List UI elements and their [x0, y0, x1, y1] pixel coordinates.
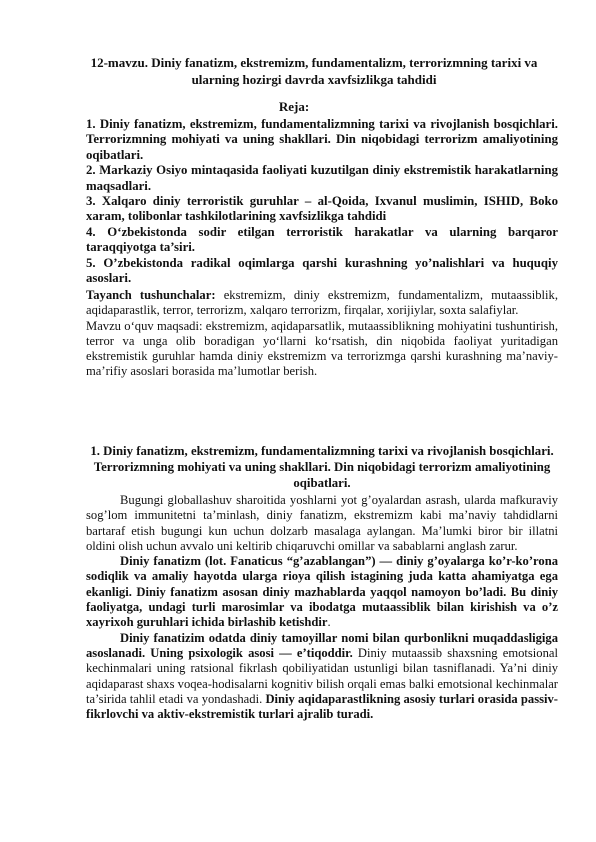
- key-concepts-label: Tayanch tushunchalar:: [86, 288, 216, 302]
- paragraph-3-normal: Diniy mutaassib shaxsning emotsional kechinmalari uning ratsional fikrlash qobiliyatidan ustunligi bilan tasniflanadi. Ya’ni diniy aqidaparast shaxs voqea-hodisalarni kognitiv bilish orqali emas balki emotsional kechinmalar ta’sirida tahlil etadi va yondashadi.: [86, 645, 558, 706]
- plan-item-2: 2. Markaziy Osiyo mintaqasida faoliyati kuzutilgan diniy ekstremistik harakatlarning maqsadlari.: [86, 163, 558, 193]
- plan-item-3: 3. Xalqaro diniy terroristik guruhlar – al-Qoida, Ixvanul muslimin, ISHID, Boko xaram, tolibonlar tashkilotlarining xavfsizlikga tahdidi: [86, 194, 558, 224]
- plan-list: [86, 117, 558, 286]
- plan-heading: Reja:: [278, 99, 310, 114]
- lesson-goal: Mavzu o‘quv maqsadi: ekstremizm, aqidaparsatlik, mutaassiblikning mohiyatini tushuntirish, terror va unga olib boradigan yo‘llarni ko‘rsatish, din niqobida faoliyat yuritadigan ekstremistik guruhlar hamda diniy ekstremizm va terrorizmga qarshi kurashning ma’naviy-ma’rifiy asoslari borasida ma’lumotlar berish.: [86, 318, 558, 379]
- paragraph-2: [86, 554, 558, 630]
- paragraph-2-end: .: [327, 615, 331, 630]
- paragraph-1: Bugungi globallashuv sharoitida yoshlarni yot g’oyalardan asrash, ularda mafkuraviy sog’lom immunitetni ta’minlash, diniy fanatizm, ekstremizm kabi ma’naviy tahdidlarni bartaraf etish bugungi kun uchun dolzarb masalaga aylangan. Ma’lumki biror bir illatni oldini olish uchun avvalo uni keltirib chiqaruvchi omillar va sabablarni anglash zarur.: [86, 493, 558, 553]
- plan-item-4: 4. O‘zbekistonda sodir etilgan terroristik harakatlar va ularning barqaror taraqqiyotga ta’siri.: [86, 224, 558, 255]
- key-concepts: [86, 288, 558, 319]
- key-concepts-text: ekstremizm, diniy ekstremizm, fundamentalizm, mutaassiblik, aqidaparastlik, terror, terrorizm, xalqaro terrorizm, firqalar, xorijiylar, soxta salafiylar.: [86, 288, 558, 318]
- paragraph-3: [86, 631, 558, 723]
- paragraph-3-bold: Diniy fanatizim odatda diniy tamoyillar nomi bilan qurbonlikni muqaddasligiga asoslanadi. Uning psixologik asosi — e’tiqoddir.: [86, 630, 558, 660]
- paragraph-3-bold-end: Diniy aqidaparastlikning asosiy turlari orasida passiv-fikrlovchi va aktiv-ekstremistik turlari ajralib turadi.: [86, 691, 558, 722]
- paragraph-2-text: Diniy fanatizm (lot. Fanaticus “g’azablangan”) — diniy g’oyalarga ko’r-ko’rona sodiqlik va amaliy hayotda ularga rioya qilish istagining juda katta ahamiyatga ega ekanligi. Diniy fanatizm asosan diniy mazhablarda yaqqol namoyon bo’ladi. Bu diniy faoliyatga, undagi turli marosimlar va ibodatga mutaassiblik bilan kirishish va o’z xayrixoh guruhlari ichida birlashib ketishdir: [86, 554, 558, 630]
- section-1-heading: 1. Diniy fanatizm, ekstremizm, fundamentalizmning tarixi va rivojlanish bosqichlari. Terrorizmning mohiyati va uning shakllari. Din niqobidagi terrorizm amaliyotining oqibatlari.: [90, 444, 554, 490]
- plan-item-1: 1. Diniy fanatizm, ekstremizm, fundamentalizmning tarixi va rivojlanish bosqichlari. Terrorizmning mohiyati va uning shakllari. Din niqobidagi terrorizm amaliyotining oqibatlari.: [86, 117, 558, 162]
- page-title: 12-mavzu. Diniy fanatizm, ekstremizm, fundamentalizm, terrorizmning tarixi va ularning hozirgi davrda xavfsizlikga tahdidi: [90, 55, 538, 87]
- plan-item-5: 5. O’zbekistonda radikal oqimlarga qarshi kurashning yo’nalishlari va huquqiy asoslari.: [86, 255, 558, 286]
- intro-block: [86, 288, 558, 380]
- section-1-body: [86, 493, 558, 722]
